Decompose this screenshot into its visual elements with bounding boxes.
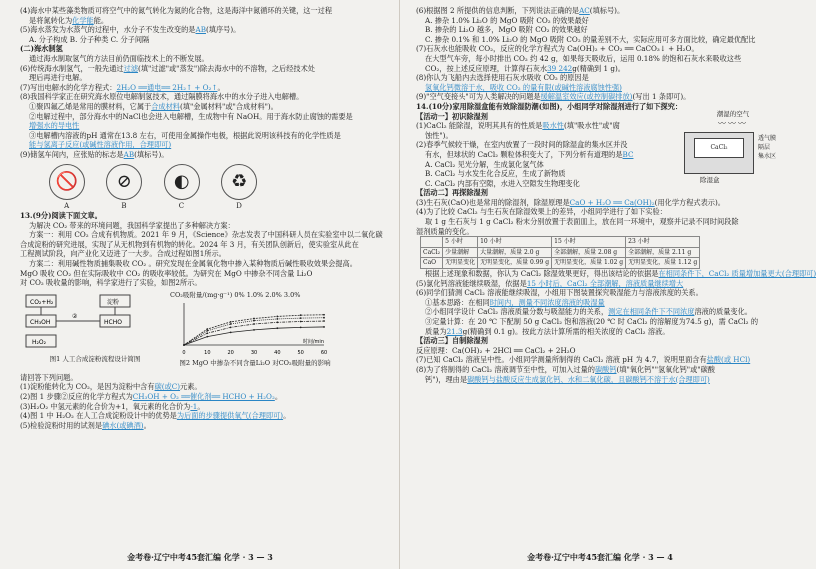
q13-title: 13.(9分)阅读下面文章。 xyxy=(20,211,102,221)
data-point xyxy=(206,332,208,334)
q14-6: (6)同学们猜测 CaCl₂ 溶液能继续吸湿，小组用下图装置探究吸湿能力与溶液浓度的关系。 xyxy=(416,288,703,298)
q14-6-3: ③定量计算：在 20 ℃ 下配制 50 g CaCl₂ 饱和溶液(20 ℃ 时 CaCl₂ 的溶解度为74.5 g)，需 CaCl₂ 的 xyxy=(425,317,759,326)
q14-6-1: ①基本思路：在相同时间内，测量不同浓度溶液的吸湿量 xyxy=(425,297,605,307)
q13-7-c: CO₂，按上述反应原理，计算得石灰水39 242g(精确到 1 g)。 xyxy=(425,63,625,73)
questions-intro: 请回答下列问题。 xyxy=(20,372,78,382)
q13-3: (3)H₂O₂ 中氢元素的化合价为+1，氧元素的化合价为-1。 xyxy=(20,401,205,411)
figure-1-diagram xyxy=(20,291,160,353)
q14-4-b: 取 1 g 生石灰与 1 g CaCl₂ 粉末分别放置于表面皿上，放在同一环境中，观察并记录不同时间段除 xyxy=(425,217,739,227)
data-point xyxy=(300,317,302,319)
q14-4: (4)为了比较 CaCl₂ 与生石灰在除湿效果上的差异，小组同学进行了如下实验： xyxy=(416,207,667,217)
label-water-area: 集水区 xyxy=(758,152,777,160)
q14-2-cont: 有水，但球状的 CaCl₂ 颗粒体积变大了，下列分析有道理的是BC xyxy=(425,149,634,159)
label-b: B xyxy=(121,201,127,210)
svg-text:淀粉: 淀粉 xyxy=(107,298,120,306)
q14-5: (5)氯化钙溶液能继续吸湿，依据是15 小时后，CaCl₂ 全部潮解，溶液质量继续增大 xyxy=(416,278,684,288)
reaction-principle: 反应原理：Ca(OH)₂ + 2HCl ══ CaCl₂ + 2H₂O xyxy=(416,345,576,355)
figure-1-caption: 图1 人工合成淀粉流程设计简图 xyxy=(49,355,141,364)
q5: (5)海水蒸发为水蒸气的过程中，水分子不发生改变的是AB(填序号)。 xyxy=(20,25,241,35)
q13-7-b: 在大型气车旁，每小时排出 CO₂ 约 42 g，如果每天吸收后，运用 0.18% 的饱和石灰水来吸收这些 xyxy=(425,53,742,63)
box-caption: 除湿盒 xyxy=(700,175,720,184)
figures xyxy=(20,291,388,373)
data-point xyxy=(323,320,325,322)
x-tick-label: 30 xyxy=(250,349,258,356)
q13-5: (5)检验淀粉时用的试剂是碘水(或碘酒)。 xyxy=(20,420,151,430)
label-c: C xyxy=(178,201,185,210)
svg-text:HCHO: HCHO xyxy=(104,318,122,326)
data-point xyxy=(206,336,208,338)
q14-title: 14.(10分)家用除湿盒能有效除湿防潮(如图)，小组同学对除湿剂进行了如下探究： xyxy=(416,101,683,111)
q14-4-c: 湿剂质量的变化。 xyxy=(416,226,474,236)
table-cell: 大量潮解，质量 2.0 g xyxy=(478,247,552,258)
data-point xyxy=(230,321,232,323)
x-tick-label: 40 xyxy=(274,349,281,356)
table-cell: 无明显变化，质量 1.02 g xyxy=(552,258,626,269)
q8-2-answer: 增强水的导电性 xyxy=(29,121,80,131)
para-5: 方案二：利用碱性物质捕集吸收 CO₂ 。研究发现在金属氧化物中掺入某种物质后碱性吸收效果会提高。 xyxy=(29,259,357,269)
option-b: B. 掺杂的 Li₂O 越多，MgO 吸附 CO₂ 的效果越好 xyxy=(425,25,588,35)
table-row xyxy=(421,247,700,258)
data-point xyxy=(206,328,208,330)
q13-1: (1)淀粉能转化为 CO₂，是因为淀粉中含有碳(或C)元素。 xyxy=(20,382,202,392)
q8-3-answer: 能与氢离子反应(或碱性溶液作用，合理即可) xyxy=(29,140,172,150)
table-cell: 无明显变化，质量 1.12 g xyxy=(626,258,700,269)
q13-6: (6)根据图 2 所提供的信息判断，下列说法正确的是AC(填标号)。 xyxy=(416,6,625,15)
data-point xyxy=(183,344,185,346)
figure-2 xyxy=(170,291,340,373)
q14-1: (1)CaCl₂ 能除湿，说明其具有的性质是吸水性(填"吸水性"或"腐 xyxy=(416,121,620,131)
activity-3: 【活动三】自制除湿剂 xyxy=(416,336,488,346)
data-point xyxy=(276,321,278,323)
label-d: D xyxy=(236,201,242,210)
q13-7: (7)石灰水也能吸收 CO₂，反应的化学方程式为 Ca(OH)₂ + CO₂ ══ CaCO₃↓ + H₂O。 xyxy=(416,44,699,54)
table-cell: 全部潮解，质量 2.08 g xyxy=(552,247,626,258)
label-membrane: 透气膜 xyxy=(758,134,777,142)
sign-labels xyxy=(38,202,268,212)
q13-8-answer: 氢氧化钙微溶于水，吸收 CO₂ 的量有限(或碱性溶液腐蚀性强) xyxy=(425,82,622,92)
svg-text:CO₂+H₂: CO₂+H₂ xyxy=(30,298,54,306)
x-tick-label: 60 xyxy=(320,349,328,356)
data-point xyxy=(323,314,325,316)
data-point xyxy=(300,326,302,328)
q9: (9)储氢车间内，应张贴的标志是AB(填标号)。 xyxy=(20,149,169,159)
data-point xyxy=(276,327,278,329)
table-cell: 全部潮解，质量 2.11 g xyxy=(626,247,700,258)
recycle-icon: ♻ xyxy=(221,164,257,200)
right-page xyxy=(400,0,816,569)
sign-icons xyxy=(38,164,268,200)
q8-2: ②电解过程中，部分海水中的NaCl也会进入电解槽，生成物中有 NaOH。用于海水防止腐蚀的需要是 xyxy=(29,111,353,121)
svg-text:CH₃OH: CH₃OH xyxy=(30,318,51,326)
para-3: 合成淀粉的研究进展，实现了从无机物到有机物的转化。2024 年 3 月，有关团队创新后，使实验室从此在 xyxy=(20,239,359,249)
q13-4: (4)图 1 中 H₂O₂ 在人工合成淀粉设计中的优势是为后面的步骤提供氧气(合理即可)。 xyxy=(20,411,291,421)
data-point xyxy=(253,323,255,325)
q6: (6)传统海水制氢气，一般先通过过滤(填"过滤"或"蒸发")除去海水中的不溶物，之后经技术处 xyxy=(20,63,315,73)
table-row xyxy=(421,258,700,269)
data-point xyxy=(323,326,325,328)
data-point xyxy=(253,317,255,319)
footer-right: 金考卷·辽宁中考45套汇编 化学 · 3 — 4 xyxy=(527,552,673,563)
q14-6-2: ②小组同学设计 CaCl₂ 溶液质量分数与吸湿能力的关系，测定在相同条件下不同浓度溶液的质量变化。 xyxy=(425,307,752,317)
dehumidifier-diagram xyxy=(678,110,788,188)
para-7: 对 CO₂ 吸收量的影响，科学家进行了实验，如图2所示。 xyxy=(20,278,202,288)
data-point xyxy=(206,330,208,332)
activity-1: 【活动一】初识除湿剂 xyxy=(416,111,488,121)
q14-1-cont: 蚀性")。 xyxy=(425,130,453,140)
q4: (4)海水中某些藻类物质可将空气中的氮气转化为氮的化合物，这是海洋中氮循环的关键，这一过程 xyxy=(20,6,333,15)
data-point xyxy=(230,326,232,328)
table-cell: 5 小时 xyxy=(443,237,478,248)
footer-left: 金考卷·辽宁中考45套汇编 化学 · 3 — 3 xyxy=(127,552,273,563)
table-cell xyxy=(421,237,443,248)
x-tick-label: 50 xyxy=(297,349,304,356)
svg-text:H₂O₂: H₂O₂ xyxy=(32,338,47,346)
q14-2-b: B. CaCl₂ 与水发生化合反应，生成了新物质 xyxy=(425,169,566,179)
para-6: MgO 吸收 CO₂ 但在实际吸收中 CO₂ 的吸收率较低。为研究在 MgO 中掺杂不同含量 Li₂O xyxy=(20,268,313,278)
q13-2: (2)图 1 步骤②反应的化学方程式为CH₃OH + O₂ ══催化剂══ HCHO + H₂O₂。 xyxy=(20,392,283,402)
data-point xyxy=(230,323,232,325)
x-tick-label: 10 xyxy=(204,349,211,356)
intro-text: 通过海水制取氢气的方法目前仍面临技术上的不断发展。 xyxy=(29,53,209,63)
label-layer: 隔层 xyxy=(758,143,771,151)
figure-2-caption: 图2 MgO 中掺杂不同含量Li₂O 对CO₂吸附量的影响 xyxy=(179,359,331,368)
q14-8-cont: 钙")，理由是碳酸钙与盐酸反应生成氯化钙、水和二氧化碳，且碳酸钙不溶于水(合理即可) xyxy=(425,374,710,384)
para-4: 工程测试阶段，向产业化又迈进了一大步。合成过程如图1所示。 xyxy=(20,249,226,259)
table-cell: 少量潮解 xyxy=(443,247,478,258)
table-cell: CaO xyxy=(421,258,443,269)
table-cell: 无明显变化 xyxy=(443,258,478,269)
table-cell: 23 小时 xyxy=(626,237,700,248)
box-labels xyxy=(758,134,776,161)
box-cacl2: CaCl₂ xyxy=(694,138,744,158)
option-c: C. 掺杂 0.1% 和 1.0% Li₂O 的 MgO 吸附 CO₂ 的量差别不大，实际应用可多方面比较，确定最优配比 xyxy=(425,34,756,44)
data-point xyxy=(230,331,232,333)
q14-6-3-cont: 质量为21.3g(精确到 0.1 g)。按此方法计算所需的相关浓度的 CaCl₂ 溶液。 xyxy=(425,326,670,336)
q5-options: A. 分子构成 B. 分子种类 C. 分子间隔 xyxy=(29,34,150,44)
q6-cont: 理后再进行电解。 xyxy=(29,73,87,83)
q13-8: (8)你认为飞船内去选择使用石灰水吸收 CO₂ 的原因是 xyxy=(416,73,589,83)
activity-2: 【活动二】再探除湿剂 xyxy=(416,188,488,198)
table-cell: 10 小时 xyxy=(478,237,552,248)
option-a: A. 掺杂 1.0% Li₂O 的 MgO 吸附 CO₂ 的效果最好 xyxy=(425,15,589,25)
data-point xyxy=(253,329,255,331)
left-page xyxy=(0,0,400,569)
data-point xyxy=(253,320,255,322)
q14-2-c: C. CaCl₂ 内部有空隙，水进入空隙发生物理变化 xyxy=(425,178,580,188)
data-point xyxy=(276,318,278,320)
q8-3: ③电解槽内溶液的pH 通常在13.8 左右，可使用金属操作电极，根据此说明该科技有的化学性质是 xyxy=(29,130,341,140)
table-cell: 无明显变化，质量 0.99 g xyxy=(478,258,552,269)
section-heading: (二)海水制氢 xyxy=(20,44,63,54)
x-axis-label: 时间/min xyxy=(302,338,324,345)
data-point xyxy=(300,314,302,316)
data-point xyxy=(300,320,302,322)
q14-4-answer: 根据上述现象和数据，你认为 CaCl₂ 除湿效果更好，得出该结论的依据是在相同条件下，CaCl₂ 质量增加量更大(合理即可) xyxy=(425,269,816,279)
box-title: 潮湿的空气 xyxy=(716,109,750,118)
figure-1 xyxy=(20,291,170,373)
q14-2-a: A. CaCl₂ 见光分解，生成氯化氢气体 xyxy=(425,159,544,169)
table-cell: CaCl₂ xyxy=(421,247,443,258)
q13-9: (9)"空气变接头"可为人类解决的问题是缓解温室效应(或控制碳排放)(写出 1 条即可)。 xyxy=(416,92,691,102)
q4-cont: 是将氮转化为化学能能。 xyxy=(29,15,109,25)
q14-7: (7)已知 CaCl₂ 溶液呈中性。小组同学测量所制得的 CaCl₂ 溶液 pH 为 4.7，说明里面含有盐酸(或 HCl) xyxy=(416,355,751,365)
table-cell: 15 小时 xyxy=(552,237,626,248)
table-header xyxy=(421,237,700,248)
chart-svg xyxy=(170,299,330,357)
q14-8: (8)为了将制得的 CaCl₂ 溶液调节至中性，可加入过量的碳酸钙(填"氧化钙""氢氧化钙"或"碳酸 xyxy=(416,364,715,374)
chart-legend: CO₂吸附量/(mg·g⁻¹) 0% 1.0% 2.0% 3.0% xyxy=(170,290,301,299)
x-tick-label: 20 xyxy=(227,349,234,356)
q14-2: (2)春季气候较干燥，在室内放置了一段时间的除湿盒的集水区并没 xyxy=(416,140,628,150)
data-point xyxy=(276,315,278,317)
x-tick-label: 0 xyxy=(182,349,186,356)
q8-1: ①聚四氟乙烯是常用的膜材料，它属于合成材料(填"金属材料"或"合成材料")。 xyxy=(29,101,278,111)
q14-3: (3)生石灰(CaO)也是常用的除湿剂，除湿原理是CaO + H₂O ══ Ca(OH)₂(用化学方程式表示)。 xyxy=(416,197,725,207)
no-smoking-icon: ⊘ xyxy=(106,164,142,200)
para-1: 为解决 CO₂ 带来的环境问题，我国科学家提出了多种解决方案： xyxy=(29,220,235,230)
label-a: A xyxy=(64,201,70,210)
q7: (7)写出电解水的化学方程式：2H₂O ══通电══ 2H₂↑ + O₂↑。 xyxy=(20,82,225,92)
q8: (8)我国科学家正在研究海水原位电解制氢技术，通过隔膜将海水中的水分子进入电解槽。 xyxy=(20,92,304,102)
para-2: 方案一：利用 CO₂ 合成有机物质。2021 年 9 月，《Science》杂志发表了中国科研人员在实验室中以二氧化碳 xyxy=(29,230,383,240)
no-fire-icon: 🚫 xyxy=(49,164,85,200)
air-arrows-icon: 〰〰〰 xyxy=(718,119,748,129)
water-saving-icon: ◐ xyxy=(164,164,200,200)
svg-text:②: ② xyxy=(72,312,78,320)
data-point xyxy=(323,317,325,319)
results-table xyxy=(420,236,700,269)
